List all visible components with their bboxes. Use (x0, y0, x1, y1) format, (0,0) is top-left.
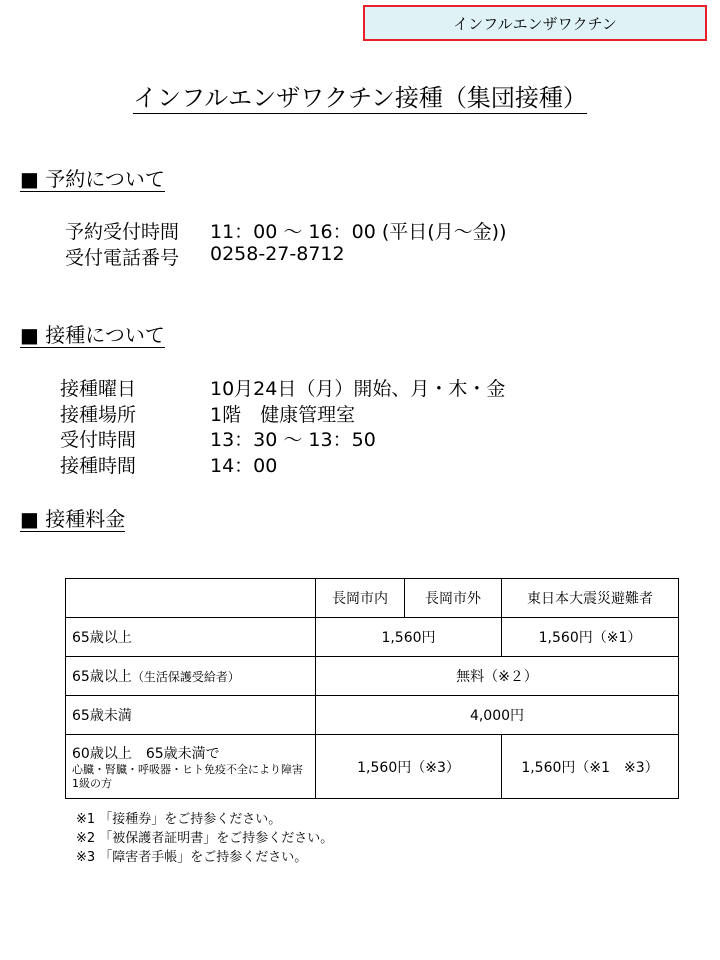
fee-row-65-plus (66, 618, 679, 657)
fee-cell-all: 4,000円 (316, 696, 679, 735)
fee-header-evacuee: 東日本大震災避難者 (502, 579, 679, 618)
fee-row-label-main: 60歳以上 65歳未満で (72, 745, 220, 762)
fee-row-label-sub: （生活保護受給者） (131, 670, 240, 684)
fee-row-label (66, 657, 316, 696)
fee-row-label: 65歳未満 (66, 696, 316, 735)
reservation-hours-label: 予約受付時間 (65, 221, 180, 243)
heading-fees: ■ 接種料金 (20, 507, 126, 531)
fee-header-empty (66, 579, 316, 618)
vaccination-day-label: 接種曜日 (60, 378, 137, 400)
note-1: ※1 「接種券」をご持参ください。 (76, 812, 282, 827)
reception-time-label: 受付時間 (60, 429, 137, 451)
vaccination-time-value: 14：00 (210, 455, 278, 477)
note-2: ※2 「被保護者証明書」をご持参ください。 (76, 831, 334, 846)
fee-cell-evacuee: 1,560円（※1） (502, 618, 679, 657)
fee-table-header-row (66, 579, 679, 618)
vaccination-time-label: 接種時間 (60, 455, 137, 477)
reservation-phone-label: 受付電話番号 (65, 247, 180, 269)
heading-vaccination: ■ 接種について (20, 323, 165, 347)
reservation-phone-value: 0258-27-8712 (210, 243, 345, 265)
heading-reservation: ■ 予約について (20, 167, 165, 191)
fee-cell-in-out: 1,560円 (316, 618, 502, 657)
fee-header-nagaoka-in: 長岡市内 (316, 579, 405, 618)
fee-row-label-main: 65歳以上 (72, 669, 132, 685)
fee-table (65, 578, 679, 799)
fee-row-label (66, 735, 316, 799)
reception-time-value: 13：30 ～ 13：50 (210, 429, 376, 451)
vaccination-day-value: 10月24日（月）開始、月・木・金 (210, 378, 506, 400)
vaccination-place-value: 1階 健康管理室 (210, 404, 356, 426)
fee-row-label: 65歳以上 (66, 618, 316, 657)
category-tag: インフルエンザワクチン (363, 5, 707, 41)
fee-row-60-64-disability (66, 735, 679, 799)
notes (76, 810, 333, 867)
reservation-hours-value: 11：00 ～ 16：00 (平日(月～金)) (210, 221, 507, 243)
fee-row-65-plus-welfare (66, 657, 679, 696)
fee-cell-evacuee: 1,560円（※1 ※3） (502, 735, 679, 799)
vaccination-place-label: 接種場所 (60, 404, 137, 426)
fee-cell-all: 無料（※２） (316, 657, 679, 696)
fee-row-under-65 (66, 696, 679, 735)
fee-header-nagaoka-out: 長岡市外 (405, 579, 502, 618)
page-title: インフルエンザワクチン接種（集団接種） (133, 84, 587, 112)
fee-cell-in-out: 1,560円（※3） (316, 735, 502, 799)
note-3: ※3 「障害者手帳」をご持参ください。 (76, 850, 308, 865)
fee-row-label-detail: 心臓・腎臓・呼吸器・ヒト免疫不全により障害1級の方 (72, 762, 303, 790)
